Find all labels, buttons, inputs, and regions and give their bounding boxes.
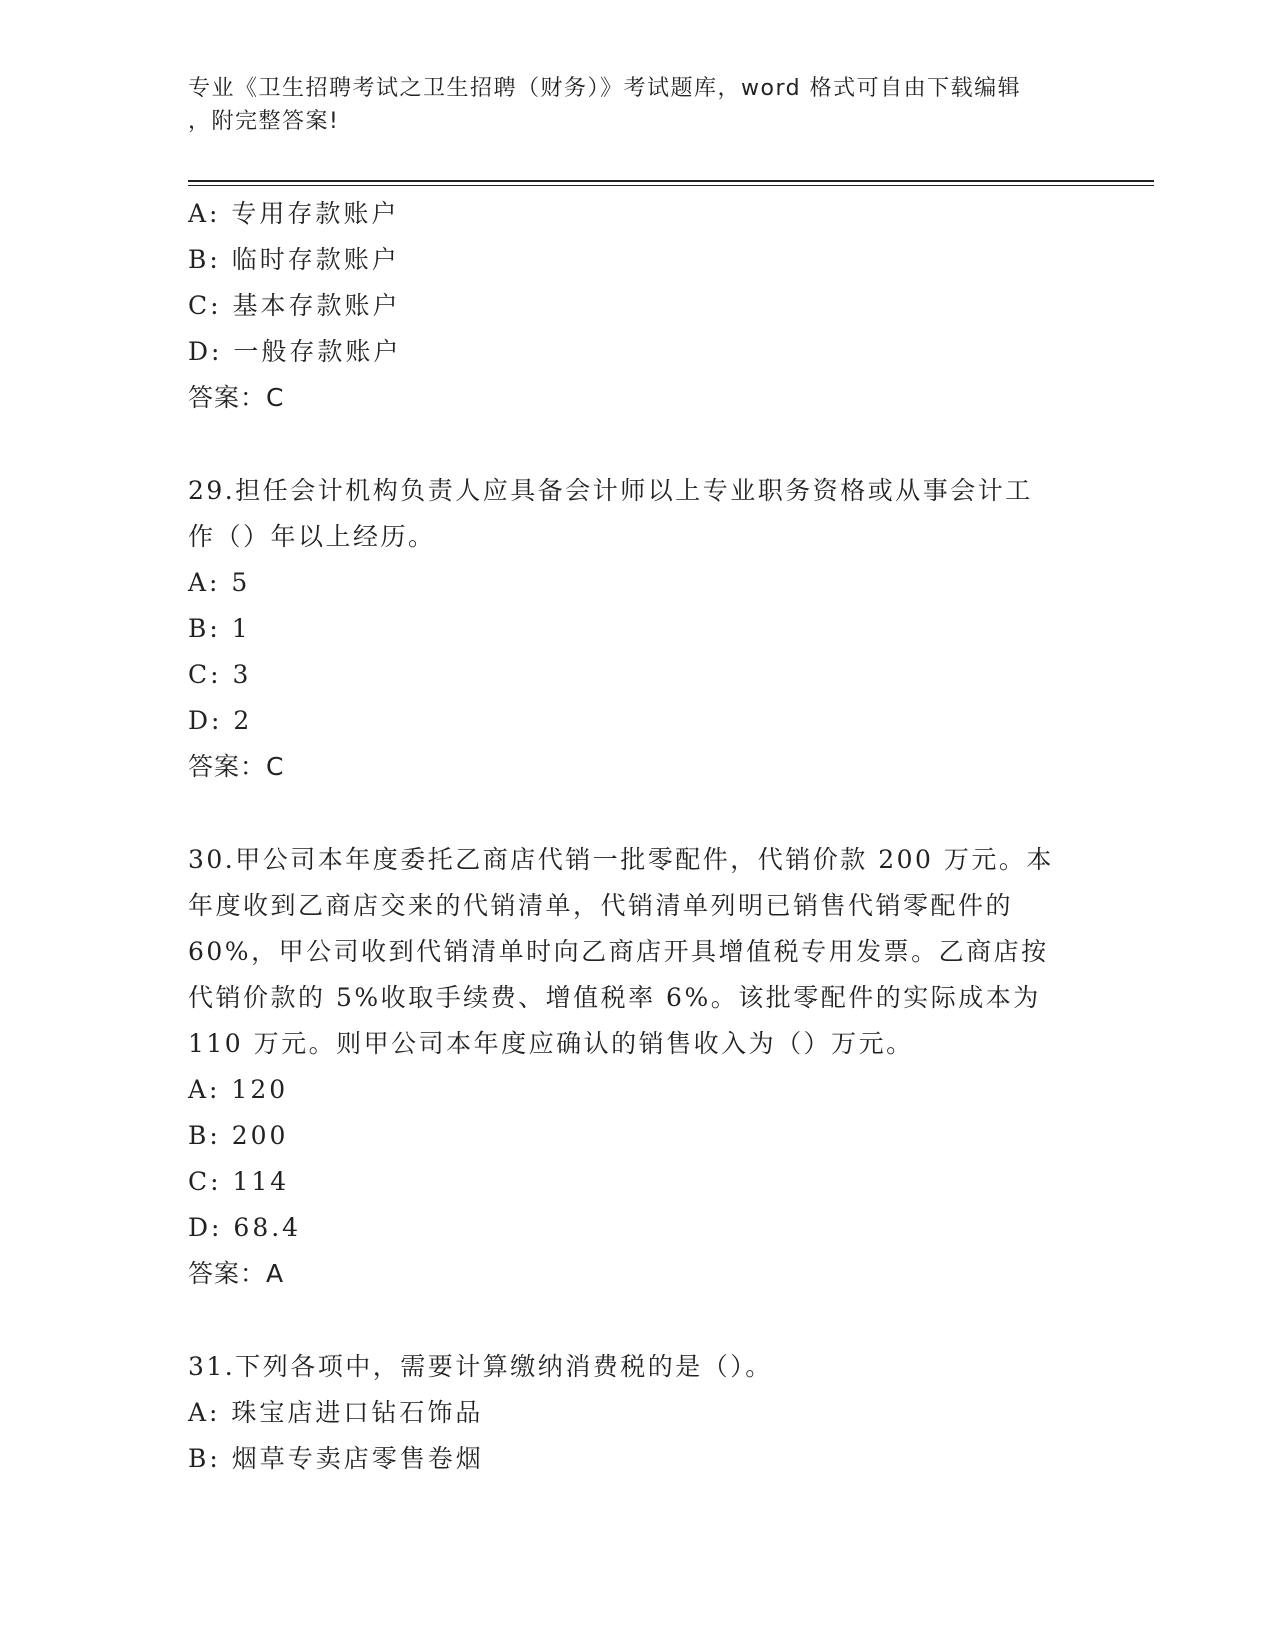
option-a: A: 专用存款账户 bbox=[188, 199, 400, 228]
option-c: C: 基本存款账户 bbox=[188, 291, 401, 320]
question-list bbox=[188, 191, 1088, 1482]
answer: 答案：A bbox=[188, 1259, 285, 1288]
option-a: A: 珠宝店进口钻石饰品 bbox=[188, 1398, 484, 1427]
question-30-text-line: 代销价款的 5%收取手续费、增值税率 6%。该批零配件的实际成本为 bbox=[188, 983, 1041, 1012]
option-d: D: 68.4 bbox=[188, 1213, 302, 1242]
answer: 答案：C bbox=[188, 752, 285, 781]
question-29-text-line: 29.担任会计机构负责人应具备会计师以上专业职务资格或从事会计工 bbox=[188, 476, 1033, 505]
option-c: C: 114 bbox=[188, 1167, 290, 1196]
option-b: B: 临时存款账户 bbox=[188, 245, 400, 274]
question-29-text-line: 作（）年以上经历。 bbox=[188, 522, 436, 551]
option-a: A: 120 bbox=[188, 1075, 289, 1104]
header-line-1: 专业《卫生招聘考试之卫生招聘（财务）》考试题库，word 格式可自由下载编辑 bbox=[188, 76, 1022, 101]
option-b: B: 200 bbox=[188, 1121, 289, 1150]
option-a: A: 5 bbox=[188, 568, 251, 597]
question-30-text-line: 年度收到乙商店交来的代销清单，代销清单列明已销售代销零配件的 bbox=[188, 891, 1014, 920]
question-30-text-line: 60%，甲公司收到代销清单时向乙商店开具增值税专用发票。乙商店按 bbox=[188, 937, 1049, 966]
option-d: D: 2 bbox=[188, 706, 253, 735]
question-30-text-line: 30.甲公司本年度委托乙商店代销一批零配件，代销价款 200 万元。本 bbox=[188, 845, 1054, 874]
option-b: B: 烟草专卖店零售卷烟 bbox=[188, 1444, 484, 1473]
option-b: B: 1 bbox=[188, 614, 251, 643]
header-line-2: ，附完整答案! bbox=[188, 109, 340, 134]
header-divider-thin bbox=[188, 185, 1154, 186]
option-c: C: 3 bbox=[188, 660, 252, 689]
question-31-text-line: 31.下列各项中，需要计算缴纳消费税的是（）。 bbox=[188, 1352, 773, 1381]
answer: 答案：C bbox=[188, 383, 285, 412]
question-30-text-line: 110 万元。则甲公司本年度应确认的销售收入为（）万元。 bbox=[188, 1029, 914, 1058]
document-header bbox=[188, 72, 1088, 138]
option-d: D: 一般存款账户 bbox=[188, 337, 402, 366]
header-divider-thick bbox=[188, 180, 1154, 182]
